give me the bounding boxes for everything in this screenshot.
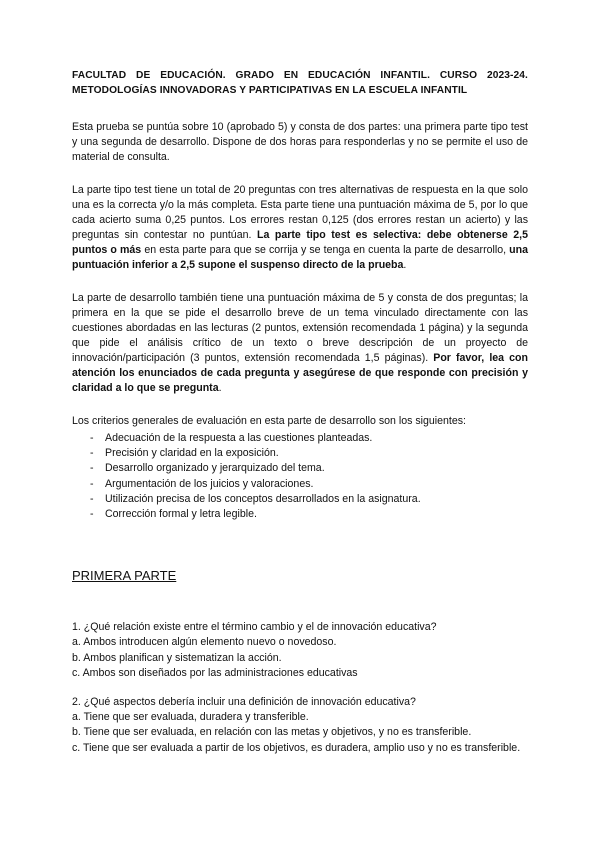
question-2-option-b: b. Tiene que ser evaluada, en relación con las metas y objetivos, y no es transferible. — [72, 726, 472, 739]
question-block-1 — [72, 620, 528, 681]
dash-bullet: - — [90, 432, 94, 444]
question-2-option-c: c. Tiene que ser evaluada a partir de los objetivos, es duradera, amplio uso y no es transferible. — [72, 741, 521, 754]
dev-text-2: . — [218, 382, 222, 394]
test-text-1: La parte tipo test tiene un total de 20 preguntas con tres alternativas de respuesta en la que solo una es la correcta y/o la más completa. Esta parte tiene una puntuación máxima de 5, por lo que cada acierto suma 0,25 puntos. Los errores restan 0,125 (dos errores restan un acierto) y las preguntas sin contestar no puntúan. — [72, 184, 528, 241]
criteria-item-text: Corrección formal y letra legible. — [105, 508, 257, 521]
intro-paragraph: Esta prueba se puntúa sobre 10 (aprobado 5) y consta de dos partes: una primera parte tipo test y una segunda de desarrollo. Dispone de dos horas para responderlas y no se permite el uso de material de consulta. — [72, 121, 528, 163]
header-line-1: FACULTAD DE EDUCACIÓN. GRADO EN EDUCACIÓN INFANTIL. CURSO 2023-24. — [72, 70, 528, 81]
criteria-item — [72, 461, 528, 476]
test-section-paragraph — [72, 183, 528, 273]
test-text-2: en esta parte para que se corrija y se tenga en cuenta la parte de desarrollo, — [141, 244, 510, 256]
criteria-item-text: Adecuación de la respuesta a las cuestiones planteadas. — [105, 432, 373, 444]
question-1-option-b: b. Ambos planifican y sistematizan la acción. — [72, 651, 282, 664]
dash-bullet: - — [90, 462, 94, 475]
header-line-2: METODOLOGÍAS INNOVADORAS Y PARTICIPATIVAS EN LA ESCUELA INFANTIL — [72, 85, 468, 96]
section-title: PRIMERA PARTE — [72, 568, 177, 584]
exam-page — [72, 68, 528, 756]
test-bold-1: La parte tipo test es selectiva: debe obtenerse 2,5 puntos o más — [72, 229, 528, 256]
test-text-3: . — [403, 259, 407, 271]
criteria-item — [72, 431, 528, 446]
criteria-item — [72, 507, 528, 522]
dev-text-1: La parte de desarrollo también tiene una puntuación máxima de 5 y consta de dos preguntas; la primera en la que se pide el desarrollo breve de un tema vinculado directamente con las cuestiones abordadas en las lecturas (2 puntos, extensión recomendada 1 página) y la segunda que pide el análisis crítico de un texto o breve descripción de un proyecto de innovación/participación (3 puntos, extensión recomendada 1,5 páginas). — [72, 292, 528, 364]
criteria-item-text: Argumentación de los juicios y valoraciones. — [105, 477, 314, 490]
exam-header — [72, 68, 528, 98]
question-1-option-a: a. Ambos introducen algún elemento nuevo o novedoso. — [72, 636, 337, 649]
criteria-item — [72, 492, 528, 507]
question-2-option-a: a. Tiene que ser evaluada, duradera y transferible. — [72, 711, 309, 724]
dev-bold-1: Por favor, lea con atención los enunciados de cada pregunta y asegúrese de que responde con precisión y claridad a lo que se pregunta — [72, 352, 528, 394]
criteria-item — [72, 446, 528, 461]
criteria-item-text: Utilización precisa de los conceptos desarrollados en la asignatura. — [105, 492, 421, 505]
criteria-list — [72, 431, 528, 522]
criteria-item-text: Precisión y claridad en la exposición. — [105, 447, 279, 460]
question-block-2 — [72, 695, 528, 756]
dash-bullet: - — [90, 492, 94, 505]
test-bold-2: una puntuación inferior a 2,5 supone el suspenso directo de la prueba — [72, 244, 528, 271]
question-2-text: 2. ¿Qué aspectos debería incluir una definición de innovación educativa? — [72, 696, 416, 709]
criteria-intro: Los criterios generales de evaluación en esta parte de desarrollo son los siguientes: — [72, 415, 466, 427]
development-section-paragraph — [72, 291, 528, 396]
dash-bullet: - — [90, 447, 94, 460]
criteria-item-text: Desarrollo organizado y jerarquizado del tema. — [105, 462, 325, 475]
criteria-item — [72, 477, 528, 492]
dash-bullet: - — [90, 477, 94, 490]
dash-bullet: - — [90, 508, 94, 521]
question-1-option-c: c. Ambos son diseñados por las administraciones educativas — [72, 666, 358, 679]
question-1-text: 1. ¿Qué relación existe entre el término cambio y el de innovación educativa? — [72, 621, 437, 634]
